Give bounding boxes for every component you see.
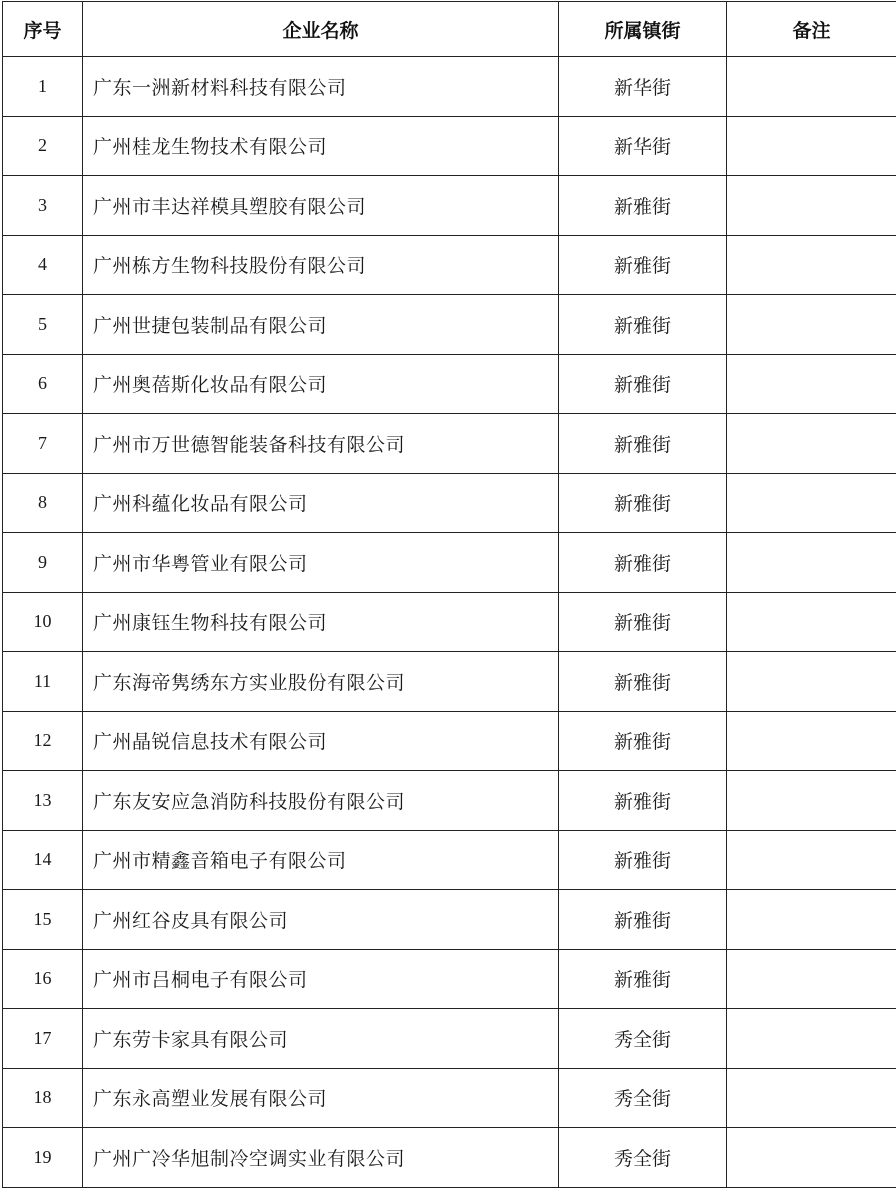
row-serial-number: 3 <box>3 176 83 236</box>
row-street: 新华街 <box>559 116 727 176</box>
row-street: 新雅街 <box>559 711 727 771</box>
row-company-name: 广州市华粤管业有限公司 <box>83 533 559 593</box>
row-company-name: 广东永高塑业发展有限公司 <box>83 1068 559 1128</box>
row-company-name: 广州市精鑫音箱电子有限公司 <box>83 830 559 890</box>
row-serial-number: 13 <box>3 771 83 831</box>
row-serial-number: 7 <box>3 414 83 474</box>
row-street: 新雅街 <box>559 414 727 474</box>
table-row <box>3 890 896 950</box>
row-note <box>727 116 896 176</box>
row-note <box>727 1009 896 1069</box>
table-row <box>3 354 896 414</box>
table-row <box>3 1068 896 1128</box>
table-row <box>3 533 896 593</box>
header-serial-number: 序号 <box>3 2 83 57</box>
table-body <box>3 57 896 1188</box>
table-row <box>3 771 896 831</box>
table-row <box>3 176 896 236</box>
row-serial-number: 15 <box>3 890 83 950</box>
row-note <box>727 949 896 1009</box>
row-note <box>727 295 896 355</box>
row-serial-number: 5 <box>3 295 83 355</box>
row-note <box>727 771 896 831</box>
table-row <box>3 830 896 890</box>
row-serial-number: 12 <box>3 711 83 771</box>
row-note <box>727 414 896 474</box>
company-list-table <box>2 1 896 1188</box>
row-serial-number: 16 <box>3 949 83 1009</box>
row-street: 新雅街 <box>559 473 727 533</box>
row-company-name: 广州科蕴化妆品有限公司 <box>83 473 559 533</box>
row-street: 新雅街 <box>559 354 727 414</box>
row-company-name: 广州康钰生物科技有限公司 <box>83 592 559 652</box>
header-company-name: 企业名称 <box>83 2 559 57</box>
table-row <box>3 116 896 176</box>
row-company-name: 广州红谷皮具有限公司 <box>83 890 559 950</box>
row-note <box>727 830 896 890</box>
row-street: 新雅街 <box>559 652 727 712</box>
row-company-name: 广东劳卡家具有限公司 <box>83 1009 559 1069</box>
row-street: 新雅街 <box>559 949 727 1009</box>
row-company-name: 广州奥蓓斯化妆品有限公司 <box>83 354 559 414</box>
row-company-name: 广东友安应急消防科技股份有限公司 <box>83 771 559 831</box>
table-header <box>3 2 896 57</box>
header-row <box>3 2 896 57</box>
row-serial-number: 17 <box>3 1009 83 1069</box>
row-serial-number: 2 <box>3 116 83 176</box>
row-note <box>727 652 896 712</box>
row-street: 新雅街 <box>559 533 727 593</box>
row-note <box>727 890 896 950</box>
table-row <box>3 235 896 295</box>
row-serial-number: 10 <box>3 592 83 652</box>
row-company-name: 广州晶锐信息技术有限公司 <box>83 711 559 771</box>
row-note <box>727 57 896 117</box>
table-row <box>3 1128 896 1188</box>
row-street: 新华街 <box>559 57 727 117</box>
row-street: 新雅街 <box>559 295 727 355</box>
row-company-name: 广州栋方生物科技股份有限公司 <box>83 235 559 295</box>
table-row <box>3 592 896 652</box>
row-note <box>727 354 896 414</box>
table-row <box>3 949 896 1009</box>
table-row <box>3 652 896 712</box>
header-street: 所属镇街 <box>559 2 727 57</box>
row-serial-number: 9 <box>3 533 83 593</box>
table-row <box>3 57 896 117</box>
row-serial-number: 18 <box>3 1068 83 1128</box>
row-company-name: 广东海帝隽绣东方实业股份有限公司 <box>83 652 559 712</box>
row-note <box>727 176 896 236</box>
row-company-name: 广州市吕桐电子有限公司 <box>83 949 559 1009</box>
table-row <box>3 295 896 355</box>
table-row <box>3 473 896 533</box>
row-street: 秀全街 <box>559 1128 727 1188</box>
row-street: 新雅街 <box>559 830 727 890</box>
row-serial-number: 19 <box>3 1128 83 1188</box>
row-street: 秀全街 <box>559 1009 727 1069</box>
row-note <box>727 1128 896 1188</box>
row-serial-number: 4 <box>3 235 83 295</box>
row-note <box>727 1068 896 1128</box>
row-street: 新雅街 <box>559 771 727 831</box>
row-street: 新雅街 <box>559 592 727 652</box>
row-serial-number: 1 <box>3 57 83 117</box>
row-note <box>727 473 896 533</box>
row-street: 新雅街 <box>559 176 727 236</box>
table-row <box>3 1009 896 1069</box>
row-street: 新雅街 <box>559 890 727 950</box>
header-note: 备注 <box>727 2 896 57</box>
row-serial-number: 14 <box>3 830 83 890</box>
row-serial-number: 11 <box>3 652 83 712</box>
table-row <box>3 711 896 771</box>
row-serial-number: 8 <box>3 473 83 533</box>
row-note <box>727 711 896 771</box>
row-street: 新雅街 <box>559 235 727 295</box>
row-serial-number: 6 <box>3 354 83 414</box>
row-company-name: 广州市万世德智能装备科技有限公司 <box>83 414 559 474</box>
table-row <box>3 414 896 474</box>
row-note <box>727 235 896 295</box>
row-company-name: 广州广冷华旭制冷空调实业有限公司 <box>83 1128 559 1188</box>
row-company-name: 广州桂龙生物技术有限公司 <box>83 116 559 176</box>
row-note <box>727 592 896 652</box>
row-company-name: 广州世捷包装制品有限公司 <box>83 295 559 355</box>
row-note <box>727 533 896 593</box>
row-company-name: 广州市丰达祥模具塑胶有限公司 <box>83 176 559 236</box>
row-street: 秀全街 <box>559 1068 727 1128</box>
row-company-name: 广东一洲新材料科技有限公司 <box>83 57 559 117</box>
